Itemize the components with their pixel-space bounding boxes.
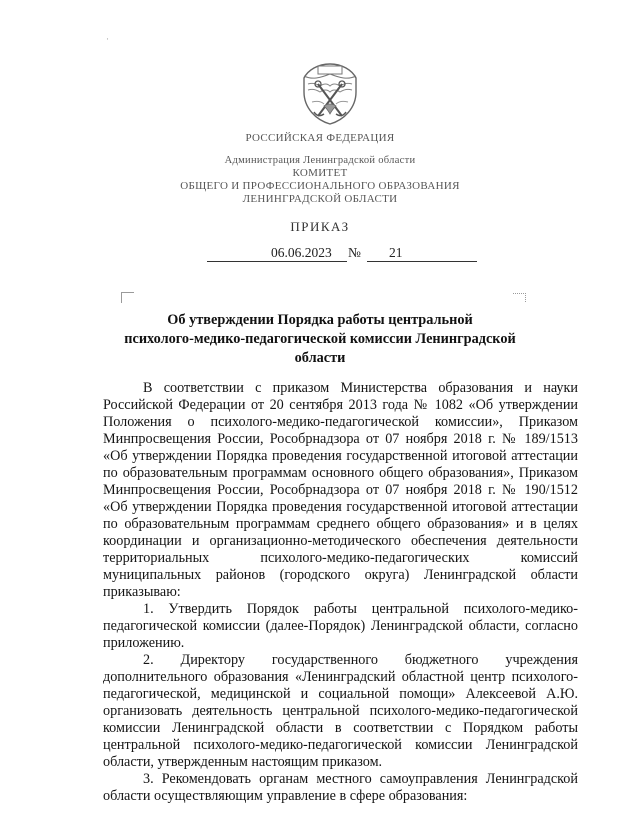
body-line: муниципальных районов (городского округа) Ленинградской области xyxy=(103,567,578,583)
body-line: 2. Директору государственного бюджетного учреждения xyxy=(143,652,578,668)
header-committee: КОМИТЕТ xyxy=(292,167,348,179)
body-line: области осуществляющим управление в сфере образования: xyxy=(103,788,468,804)
order-number: 21 xyxy=(389,245,403,260)
body-line: 1. Утвердить Порядок работы центральной психолого-медико- xyxy=(143,601,578,617)
subject-line-2: психолого-медико-педагогической комиссии Ленинградской xyxy=(124,331,516,347)
order-title: ПРИКАЗ xyxy=(290,219,350,234)
body-line: В соответствии с приказом Министерства образования и науки xyxy=(143,380,578,396)
order-number-label: № xyxy=(348,245,361,260)
body-line: «Об утверждении Порядка проведения государственной итоговой аттестации xyxy=(103,499,578,515)
body-line: области, утвержденным настоящим приказом. xyxy=(103,754,383,770)
body-line: приложению. xyxy=(103,635,185,651)
body-line: территориальных психолого-медико-педагогических комиссий xyxy=(103,550,578,566)
body-line: «Об утверждении Порядка проведения государственной итоговой аттестации xyxy=(103,448,578,464)
bracket-left xyxy=(121,292,134,303)
body-line: Российской Федерации от 20 сентября 2013 года № 1082 «Об утверждении xyxy=(103,397,578,413)
coat-of-arms-icon xyxy=(298,62,362,126)
body-line: Минпросвещения России, Рособрнадзора от 07 ноября 2018 г. № 189/1513 xyxy=(103,431,578,447)
header-committee-general: ОБЩЕГО И ПРОФЕССИОНАЛЬНОГО ОБРАЗОВАНИЯ xyxy=(180,180,460,192)
order-date-number xyxy=(207,245,477,263)
bracket-right xyxy=(513,293,526,302)
body-line: приказываю: xyxy=(103,584,181,600)
subject-line-1: Об утверждении Порядка работы центральной xyxy=(167,312,473,328)
body-line: дополнительного образования «Ленинградский областной центр психолого- xyxy=(103,669,578,685)
body-line: Положения о психолого-медико-педагогической комиссии», Приказом xyxy=(103,414,578,430)
header-committee-region: ЛЕНИНГРАДСКОЙ ОБЛАСТИ xyxy=(242,193,398,205)
body-line: центральной психолого-медико-педагогической комиссии Ленинградской xyxy=(103,737,578,753)
body-line: комиссии Ленинградской области в соответствии с Порядком работы xyxy=(103,720,578,736)
body-line: по образовательным программам среднего общего образования» и в целях xyxy=(103,516,578,532)
scan-mark: · xyxy=(106,34,109,44)
order-subject xyxy=(0,311,640,368)
body-line: педагогической, медицинской и социальной помощи» Алексеевой А.Ю. xyxy=(103,686,578,702)
header-administration: Администрация Ленинградской области xyxy=(224,155,416,166)
number-underline xyxy=(367,261,477,262)
body-line: организовать деятельность центральной психолого-медико-педагогической xyxy=(103,703,578,719)
body-line: 3. Рекомендовать органам местного самоуправления Ленинградской xyxy=(143,771,578,787)
body-line: педагогической комиссии (далее-Порядок) Ленинградской области, согласно xyxy=(103,618,578,634)
order-date: 06.06.2023 xyxy=(271,245,332,260)
subject-line-3: области xyxy=(294,350,346,366)
header-federation: РОССИЙСКАЯ ФЕДЕРАЦИЯ xyxy=(245,132,395,144)
date-underline xyxy=(207,261,347,262)
body-line: по образовательным программам основного общего образования», Приказом xyxy=(103,465,578,481)
body-line: координации и организационно-методического обеспечения деятельности xyxy=(103,533,578,549)
body-line: Минпросвещения России, Рособрнадзора от 07 ноября 2018 г. № 190/1512 xyxy=(103,482,578,498)
